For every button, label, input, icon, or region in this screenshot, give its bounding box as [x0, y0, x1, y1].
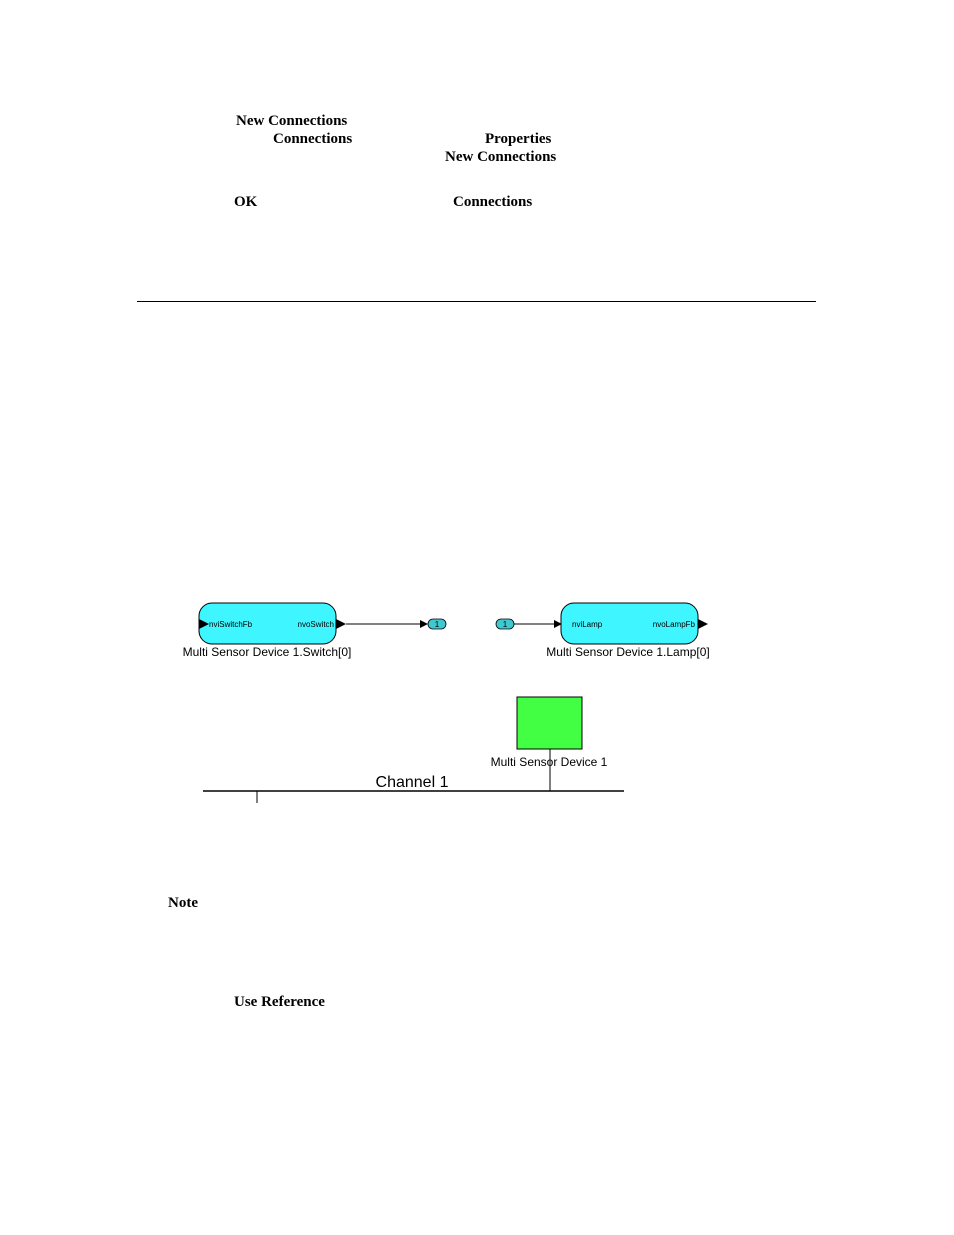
ok-text: OK — [234, 194, 258, 210]
switch-function-block[interactable] — [199, 603, 346, 644]
note-text: Note — [168, 895, 198, 911]
lamp-function-block[interactable] — [561, 603, 708, 644]
switch-block-name: Multi Sensor Device 1.Switch[0] — [182, 645, 352, 659]
switch-output-arrow-icon — [336, 619, 346, 629]
connections-text-1: Connections — [273, 131, 353, 147]
connections-text-2: Connections — [453, 194, 533, 210]
lamp-output-arrow-icon — [698, 619, 708, 629]
lamp-input-label: nviLamp — [572, 620, 603, 629]
lamp-output-label: nvoLampFb — [652, 620, 695, 629]
switch-input-label: nviSwitchFb — [209, 620, 253, 629]
connector-in[interactable] — [496, 619, 514, 629]
channel-name: Channel 1 — [375, 774, 449, 791]
connector-out[interactable] — [428, 619, 446, 629]
new-connections-text-1: New Connections — [236, 113, 348, 129]
switch-output-label: nvoSwitch — [297, 620, 334, 629]
properties-text: Properties — [485, 131, 552, 147]
device-name: Multi Sensor Device 1 — [490, 755, 608, 769]
connector-in-label: 1 — [502, 620, 508, 629]
connector-out-label: 1 — [434, 620, 440, 629]
device-box[interactable] — [517, 697, 582, 749]
new-connections-text-2: New Connections — [445, 149, 557, 165]
lamp-block-name: Multi Sensor Device 1.Lamp[0] — [546, 645, 710, 659]
use-reference-text: Use Reference — [234, 994, 325, 1010]
